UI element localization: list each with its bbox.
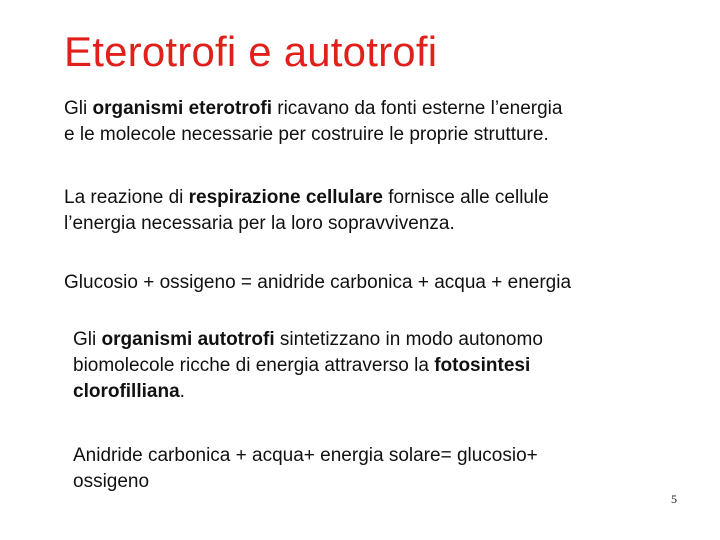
equation-line: ossigeno xyxy=(73,471,150,492)
equation-line: Anidride carbonica + acqua+ energia solare= glucosio+ xyxy=(73,445,538,466)
paragraph-line xyxy=(73,353,543,379)
autotrophs-paragraph xyxy=(73,327,543,405)
paragraph-line xyxy=(64,185,549,211)
heterotrophs-paragraph xyxy=(64,96,562,148)
respiration-equation xyxy=(64,270,571,296)
paragraph-line: l’energia necessaria per la loro sopravvivenza. xyxy=(64,213,455,234)
page-number: 5 xyxy=(671,492,677,506)
text-run: Gli xyxy=(64,98,93,119)
text-run: sintetizzano in modo autonomo xyxy=(274,329,543,350)
bold-term-chlorophyll: clorofilliana xyxy=(73,381,180,402)
equation-line: Glucosio + ossigeno = anidride carbonica + acqua + energia xyxy=(64,272,572,293)
photosynthesis-equation xyxy=(73,443,538,495)
respiration-paragraph xyxy=(64,185,549,237)
text-run: Gli xyxy=(73,329,102,350)
text-run: ricavano da fonti esterne l’energia xyxy=(271,98,563,119)
bold-term-heterotrophs: organismi eterotrofi xyxy=(92,98,272,119)
bold-term-autotrophs: organismi autotrofi xyxy=(101,329,275,350)
paragraph-line xyxy=(64,96,562,122)
paragraph-line xyxy=(73,379,543,405)
slide-title: Eterotrofi e autotrofi xyxy=(64,28,438,75)
paragraph-line: e le molecole necessarie per costruire le proprie strutture. xyxy=(64,124,549,145)
text-run: La reazione di xyxy=(64,187,189,208)
paragraph-line xyxy=(73,327,543,353)
bold-term-cellular-respiration: respirazione cellulare xyxy=(188,187,383,208)
bold-term-photosynthesis: fotosintesi xyxy=(434,355,531,376)
text-run: . xyxy=(179,381,185,402)
text-run: fornisce alle cellule xyxy=(382,187,549,208)
text-run: biomolecole ricche di energia attraverso la xyxy=(73,355,435,376)
